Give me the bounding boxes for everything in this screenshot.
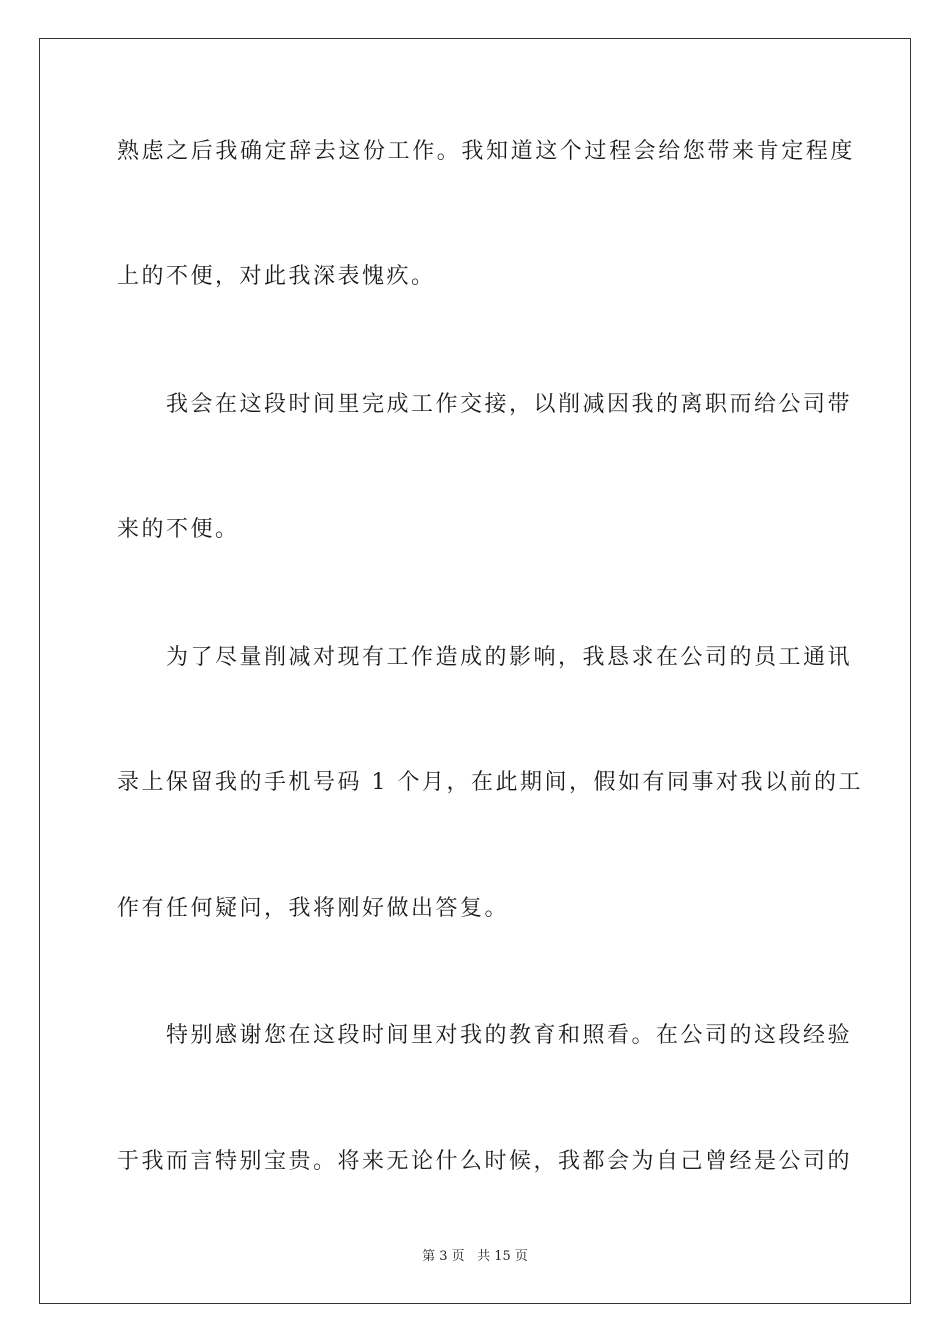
- page-footer: [0, 1249, 950, 1265]
- page-total: 共 15 页: [477, 1249, 528, 1264]
- footer-separator: [465, 1249, 477, 1264]
- body-text-line: 为了尽量削减对现有工作造成的影响，我恳求在公司的员工通讯: [117, 645, 853, 670]
- page-number: 第 3 页: [422, 1249, 465, 1264]
- body-text-line: 特别感谢您在这段时间里对我的教育和照看。在公司的这段经验: [117, 1023, 853, 1048]
- body-text-line: 作有任何疑问，我将刚好做出答复。: [117, 896, 510, 921]
- body-text-line: 上的不便，对此我深表愧疚。: [117, 264, 436, 289]
- body-text-line: 我会在这段时间里完成工作交接，以削减因我的离职而给公司带: [117, 392, 853, 417]
- body-text-line: 于我而言特别宝贵。将来无论什么时候，我都会为自己曾经是公司的: [117, 1149, 853, 1174]
- body-text-line: 来的不便。: [117, 517, 240, 542]
- body-text-line: 熟虑之后我确定辞去这份工作。我知道这个过程会给您带来肯定程度: [117, 139, 856, 164]
- body-text-line: 录上保留我的手机号码 1 个月，在此期间，假如有同事对我以前的工: [117, 770, 863, 795]
